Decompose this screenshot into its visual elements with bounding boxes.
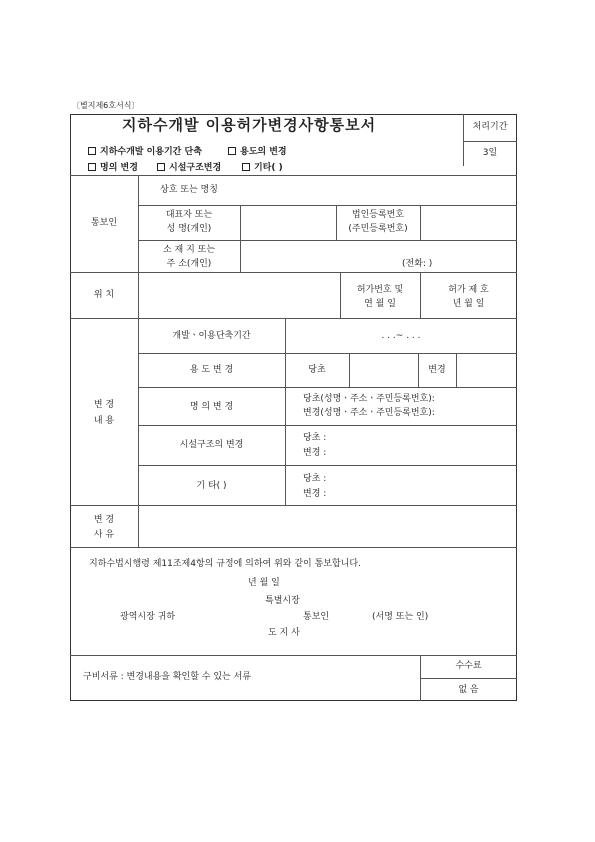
reason-label-1: 변 경: [93, 515, 115, 525]
permit-date: 년 월 일: [452, 299, 485, 309]
name-change-before: 당초(성명ㆍ주소ㆍ주민등록번호):: [303, 394, 435, 404]
usage-after-label: 변경: [428, 365, 446, 375]
name-change-after: 변경(성명ㆍ주소ㆍ주민등록번호):: [303, 408, 435, 418]
form-number: 〔별지제6호서식〕: [72, 101, 140, 110]
address-field[interactable]: [241, 241, 516, 271]
form-title: 지하수개발 이용허가변경사항통보서: [122, 116, 377, 134]
structure-after: 변경 :: [303, 448, 327, 458]
checkbox-usage-change[interactable]: 용도의 변경: [228, 147, 287, 158]
address-label-1: 소 재 지 또는: [162, 245, 216, 255]
representative-field[interactable]: [241, 206, 335, 239]
name-label: 상호 또는 명칭: [160, 185, 218, 195]
period-value: . . .~ . . .: [381, 331, 421, 341]
other-change-label: 기 타( ): [196, 481, 227, 491]
statement-date: 년 월 일: [248, 578, 280, 588]
usage-label: 용 도 변 경: [189, 365, 234, 375]
signature-note: (서명 또는 인): [372, 612, 429, 622]
notifier-sign-label: 통보인: [303, 612, 330, 622]
checkbox-period-shorten[interactable]: 지하수개발 이용기간 단축: [88, 147, 202, 158]
representative-label-1: 대표자 또는: [165, 210, 213, 220]
special-city-mayor: 특별시장: [265, 596, 300, 606]
processing-label: 처리기간: [472, 122, 508, 132]
governor: 도 지 사: [268, 628, 300, 638]
usage-before-field[interactable]: [350, 354, 417, 386]
usage-before-label: 당초: [308, 365, 326, 375]
reason-label-2: 사 유: [93, 530, 115, 540]
checkbox-icon[interactable]: [88, 163, 96, 171]
notifier-section-label: 통보인: [90, 218, 118, 228]
phone-label: (전화: ): [402, 259, 433, 269]
change-content-label-1: 변 경: [93, 400, 115, 410]
other-before: 당초 :: [303, 474, 327, 484]
period-label: 개발ㆍ이용단축기간: [172, 331, 251, 341]
permit-number: 허가 제 호: [448, 285, 489, 295]
structure-change-label: 시설구조의 변경: [179, 440, 244, 450]
permit-label-2: 연 월 일: [364, 299, 396, 309]
checkbox-other[interactable]: 기타( ): [242, 163, 283, 174]
fee-label: 수수료: [455, 661, 482, 671]
location-field[interactable]: [139, 273, 339, 317]
corp-number-label-1: 법인등록번호: [351, 210, 405, 220]
processing-value: 3일: [482, 148, 498, 158]
location-label: 위 치: [93, 290, 115, 300]
change-content-label-2: 내 용: [93, 416, 115, 426]
checkbox-icon[interactable]: [228, 147, 236, 155]
checkbox-icon[interactable]: [157, 163, 165, 171]
other-after: 변경 :: [303, 489, 327, 499]
structure-before: 당초 :: [303, 433, 327, 443]
corp-number-field[interactable]: [421, 206, 516, 239]
representative-label-2: 성 명(개인): [166, 224, 212, 234]
name-field[interactable]: [241, 176, 516, 204]
metro-city-mayor: 광역시장 귀하: [120, 612, 176, 622]
checkbox-structure-change[interactable]: 시설구조변경: [157, 163, 221, 174]
permit-label-1: 허가번호 및: [356, 285, 404, 295]
reason-field[interactable]: [139, 506, 516, 546]
checkbox-icon[interactable]: [242, 163, 250, 171]
required-documents: 구비서류 : 변경내용을 확인할 수 있는 서류: [83, 672, 251, 682]
usage-after-field[interactable]: [457, 354, 516, 386]
checkbox-name-change[interactable]: 명의 변경: [88, 163, 138, 174]
name-change-label: 명 의 변 경: [189, 402, 234, 412]
statement-text: 지하수법시행령 제11조제4항의 규정에 의하여 위와 같이 통보합니다.: [89, 559, 361, 569]
checkbox-icon[interactable]: [88, 147, 96, 155]
corp-number-label-2: (주민등록번호): [348, 224, 408, 234]
address-label-2: 주 소(개인): [166, 259, 212, 269]
fee-value: 없 음: [458, 685, 479, 695]
